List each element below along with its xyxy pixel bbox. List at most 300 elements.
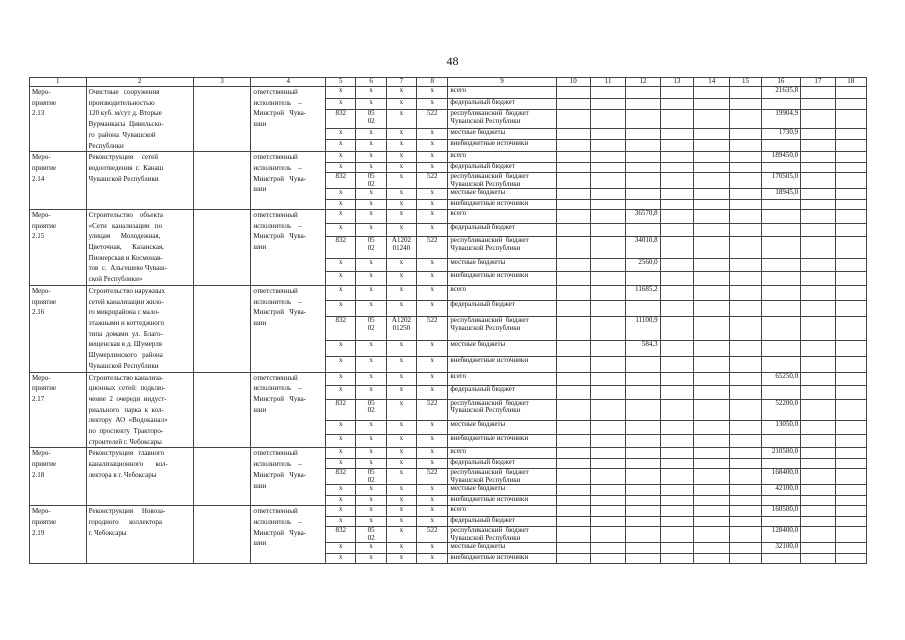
section-code: x — [356, 485, 386, 495]
amount-col-18 — [835, 152, 867, 162]
target-article-code: x — [386, 421, 416, 435]
amount-col-13 — [660, 162, 693, 172]
column-3-cell — [193, 448, 251, 506]
amount-col-11 — [590, 506, 625, 516]
amount-col-11 — [590, 128, 625, 140]
amount-col-13 — [660, 421, 693, 435]
amount-col-15 — [730, 495, 761, 505]
amount-col-13 — [660, 495, 693, 505]
funding-source: всего — [448, 209, 556, 223]
amount-col-13 — [660, 223, 693, 237]
section-code: x — [356, 199, 386, 209]
grbs-code: x — [326, 372, 356, 386]
amount-col-14 — [694, 386, 730, 400]
amount-col-11 — [590, 356, 625, 372]
grbs-code: x — [326, 301, 356, 317]
expense-type-code: x — [417, 258, 448, 272]
amount-col-12 — [626, 495, 660, 505]
amount-col-14 — [694, 356, 730, 372]
grbs-code: x — [326, 543, 356, 553]
amount-col-16 — [761, 272, 800, 286]
measure-executor: ответственный исполнитель – Минстрой Чува- шии — [251, 448, 326, 506]
target-article-code: x — [386, 258, 416, 272]
amount-col-15 — [730, 372, 761, 386]
expense-type-code: x — [417, 162, 448, 172]
amount-col-11 — [590, 386, 625, 400]
expense-type-code: x — [417, 285, 448, 301]
measure-name: Строительство объекта «Сети канализации по улицам Молодежная, Цветочная, Казанская, Пионерская и Космонав- тов с. Альгешево Чуваш- ской Республики» — [86, 209, 193, 285]
amount-col-15 — [730, 199, 761, 209]
amount-col-12 — [626, 399, 660, 420]
expense-type-code: x — [417, 209, 448, 223]
column-number-14: 14 — [694, 78, 730, 87]
amount-col-17 — [801, 199, 835, 209]
amount-col-11 — [590, 495, 625, 505]
section-code: x — [356, 189, 386, 199]
table-body — [30, 87, 867, 564]
grbs-code: 832 — [326, 173, 356, 189]
target-article-code: x — [386, 301, 416, 317]
amount-col-15 — [730, 272, 761, 286]
amount-col-15 — [730, 386, 761, 400]
amount-col-16: 52200,0 — [761, 399, 800, 420]
expense-type-code: x — [417, 87, 448, 99]
funding-source: местные бюджеты — [448, 485, 556, 495]
amount-col-11 — [590, 485, 625, 495]
column-number-9: 9 — [448, 78, 556, 87]
amount-col-10 — [556, 317, 590, 341]
expense-type-code: x — [417, 495, 448, 505]
funding-source: внебюджетные источники — [448, 199, 556, 209]
column-3-cell — [193, 152, 251, 210]
amount-col-14 — [694, 506, 730, 516]
amount-col-13 — [660, 434, 693, 448]
section-code: x — [356, 372, 386, 386]
amount-col-16: 1730,9 — [761, 128, 800, 140]
amount-col-10 — [556, 469, 590, 485]
section-code: x — [356, 285, 386, 301]
column-number-16: 16 — [761, 78, 800, 87]
amount-col-13 — [660, 506, 693, 516]
expense-type-code: x — [417, 372, 448, 386]
amount-col-16: 189450,0 — [761, 152, 800, 162]
amount-col-14 — [694, 526, 730, 542]
amount-col-15 — [730, 98, 761, 110]
amount-col-12: 34010,8 — [626, 237, 660, 258]
amount-col-16 — [761, 516, 800, 526]
amount-col-18 — [835, 128, 867, 140]
amount-col-18 — [835, 506, 867, 516]
amount-col-15 — [730, 421, 761, 435]
grbs-code: x — [326, 272, 356, 286]
grbs-code: x — [326, 421, 356, 435]
amount-col-10 — [556, 495, 590, 505]
amount-col-14 — [694, 317, 730, 341]
section-code: x — [356, 434, 386, 448]
section-code: x — [356, 421, 386, 435]
amount-col-12 — [626, 458, 660, 468]
amount-col-17 — [801, 399, 835, 420]
amount-col-14 — [694, 469, 730, 485]
funding-source: федеральный бюджет — [448, 223, 556, 237]
amount-col-14 — [694, 189, 730, 199]
amount-col-10 — [556, 434, 590, 448]
amount-col-14 — [694, 98, 730, 110]
target-article-code: x — [386, 87, 416, 99]
amount-col-14 — [694, 140, 730, 152]
funding-row — [30, 448, 867, 458]
measure-label: Меро- приятие 2.13 — [30, 87, 87, 152]
measure-label: Меро- приятие 2.14 — [30, 152, 87, 210]
expense-type-code: x — [417, 506, 448, 516]
column-number-3: 3 — [193, 78, 251, 87]
amount-col-13 — [660, 526, 693, 542]
amount-col-10 — [556, 458, 590, 468]
funding-source: республиканский бюджет Чувашской Республики — [448, 526, 556, 542]
target-article-code: x — [386, 469, 416, 485]
amount-col-12 — [626, 199, 660, 209]
amount-col-11 — [590, 372, 625, 386]
program-measures-table — [29, 77, 867, 564]
amount-col-14 — [694, 516, 730, 526]
amount-col-10 — [556, 356, 590, 372]
amount-col-18 — [835, 341, 867, 357]
amount-col-13 — [660, 485, 693, 495]
amount-col-12 — [626, 386, 660, 400]
amount-col-14 — [694, 485, 730, 495]
expense-type-code: x — [417, 553, 448, 563]
funding-source: федеральный бюджет — [448, 301, 556, 317]
expense-type-code: 522 — [417, 399, 448, 420]
amount-col-18 — [835, 485, 867, 495]
amount-col-16: 32100,0 — [761, 543, 800, 553]
amount-col-12 — [626, 434, 660, 448]
amount-col-18 — [835, 237, 867, 258]
section-code: 05 02 — [356, 526, 386, 542]
measure-label: Меро- приятие 2.15 — [30, 209, 87, 285]
amount-col-18 — [835, 372, 867, 386]
amount-col-18 — [835, 399, 867, 420]
amount-col-11 — [590, 399, 625, 420]
amount-col-12 — [626, 372, 660, 386]
amount-col-13 — [660, 152, 693, 162]
amount-col-15 — [730, 301, 761, 317]
amount-col-10 — [556, 386, 590, 400]
column-number-15: 15 — [730, 78, 761, 87]
funding-source: внебюджетные источники — [448, 272, 556, 286]
section-code: x — [356, 448, 386, 458]
amount-col-17 — [801, 317, 835, 341]
target-article-code: x — [386, 209, 416, 223]
column-number-header-row — [30, 78, 867, 87]
section-code: x — [356, 209, 386, 223]
amount-col-18 — [835, 526, 867, 542]
amount-col-14 — [694, 209, 730, 223]
funding-row — [30, 87, 867, 99]
amount-col-15 — [730, 173, 761, 189]
amount-col-17 — [801, 469, 835, 485]
amount-col-14 — [694, 152, 730, 162]
amount-col-10 — [556, 372, 590, 386]
amount-col-14 — [694, 285, 730, 301]
amount-col-15 — [730, 285, 761, 301]
amount-col-12 — [626, 162, 660, 172]
column-number-6: 6 — [356, 78, 386, 87]
section-code: 05 02 — [356, 173, 386, 189]
amount-col-14 — [694, 128, 730, 140]
amount-col-12: 2560,0 — [626, 258, 660, 272]
amount-col-17 — [801, 209, 835, 223]
grbs-code: 832 — [326, 237, 356, 258]
section-code: 05 02 — [356, 469, 386, 485]
amount-col-13 — [660, 448, 693, 458]
amount-col-18 — [835, 317, 867, 341]
amount-col-13 — [660, 258, 693, 272]
column-number-4: 4 — [251, 78, 326, 87]
section-code: x — [356, 458, 386, 468]
amount-col-10 — [556, 272, 590, 286]
amount-col-13 — [660, 272, 693, 286]
amount-col-11 — [590, 526, 625, 542]
grbs-code: x — [326, 458, 356, 468]
funding-source: федеральный бюджет — [448, 516, 556, 526]
expense-type-code: x — [417, 543, 448, 553]
measure-name: Реконструкция сетей водоотведения г. Канаш Чувашской Республики — [86, 152, 193, 210]
amount-col-18 — [835, 516, 867, 526]
amount-col-16 — [761, 458, 800, 468]
grbs-code: x — [326, 209, 356, 223]
section-code: x — [356, 386, 386, 400]
amount-col-16: 18945,0 — [761, 189, 800, 199]
amount-col-16 — [761, 553, 800, 563]
target-article-code: x — [386, 458, 416, 468]
amount-col-13 — [660, 199, 693, 209]
grbs-code: x — [326, 140, 356, 152]
amount-col-16 — [761, 140, 800, 152]
amount-col-10 — [556, 199, 590, 209]
amount-col-17 — [801, 434, 835, 448]
column-3-cell — [193, 87, 251, 152]
column-number-12: 12 — [626, 78, 660, 87]
amount-col-15 — [730, 543, 761, 553]
amount-col-14 — [694, 421, 730, 435]
amount-col-16: 170505,0 — [761, 173, 800, 189]
amount-col-13 — [660, 399, 693, 420]
amount-col-17 — [801, 526, 835, 542]
amount-col-16: 160500,0 — [761, 506, 800, 516]
measure-label: Меро- приятие 2.19 — [30, 506, 87, 564]
grbs-code: x — [326, 506, 356, 516]
grbs-code: x — [326, 485, 356, 495]
amount-col-13 — [660, 553, 693, 563]
section-code: x — [356, 341, 386, 357]
amount-col-16 — [761, 495, 800, 505]
expense-type-code: x — [417, 516, 448, 526]
amount-col-10 — [556, 448, 590, 458]
amount-col-18 — [835, 469, 867, 485]
amount-col-15 — [730, 448, 761, 458]
amount-col-12 — [626, 87, 660, 99]
section-code: 05 02 — [356, 399, 386, 420]
amount-col-13 — [660, 98, 693, 110]
page-number: 48 — [446, 54, 459, 68]
amount-col-18 — [835, 458, 867, 468]
amount-col-16 — [761, 434, 800, 448]
target-article-code: x — [386, 543, 416, 553]
target-article-code: А1202 01250 — [386, 317, 416, 341]
funding-source: местные бюджеты — [448, 189, 556, 199]
target-article-code: x — [386, 341, 416, 357]
amount-col-11 — [590, 301, 625, 317]
amount-col-13 — [660, 110, 693, 128]
funding-source: внебюджетные источники — [448, 553, 556, 563]
amount-col-17 — [801, 448, 835, 458]
grbs-code: 832 — [326, 469, 356, 485]
funding-source: всего — [448, 506, 556, 516]
funding-source: республиканский бюджет Чувашской Республики — [448, 173, 556, 189]
amount-col-18 — [835, 87, 867, 99]
amount-col-17 — [801, 285, 835, 301]
amount-col-11 — [590, 110, 625, 128]
target-article-code: x — [386, 526, 416, 542]
amount-col-13 — [660, 285, 693, 301]
funding-source: внебюджетные источники — [448, 495, 556, 505]
amount-col-10 — [556, 173, 590, 189]
amount-col-14 — [694, 173, 730, 189]
expense-type-code: x — [417, 189, 448, 199]
amount-col-12 — [626, 98, 660, 110]
amount-col-11 — [590, 87, 625, 99]
expense-type-code: x — [417, 448, 448, 458]
amount-col-11 — [590, 341, 625, 357]
expense-type-code: x — [417, 458, 448, 468]
grbs-code: x — [326, 448, 356, 458]
amount-col-13 — [660, 209, 693, 223]
section-code: x — [356, 258, 386, 272]
measure-name: Реконструкция главного канализационного кол- лектора в г. Чебоксары — [86, 448, 193, 506]
amount-col-10 — [556, 553, 590, 563]
amount-col-10 — [556, 209, 590, 223]
amount-col-18 — [835, 421, 867, 435]
amount-col-13 — [660, 140, 693, 152]
amount-col-16: 42100,0 — [761, 485, 800, 495]
expense-type-code: x — [417, 272, 448, 286]
expense-type-code: 522 — [417, 469, 448, 485]
measure-name: Строительство наружных сетей канализации жило- го микрорайона с мало- этажными и коттеджного типа домами ул. Благо- вещенская в д. Шумерля Шумерлинского района Чувашской Республики — [86, 285, 193, 372]
target-article-code: x — [386, 110, 416, 128]
amount-col-15 — [730, 152, 761, 162]
expense-type-code: x — [417, 341, 448, 357]
amount-col-16 — [761, 209, 800, 223]
amount-col-15 — [730, 434, 761, 448]
measure-label: Меро- приятие 2.17 — [30, 372, 87, 448]
amount-col-15 — [730, 209, 761, 223]
amount-col-11 — [590, 162, 625, 172]
expense-type-code: 522 — [417, 237, 448, 258]
target-article-code: x — [386, 272, 416, 286]
amount-col-13 — [660, 372, 693, 386]
amount-col-17 — [801, 272, 835, 286]
amount-col-12: 36570,8 — [626, 209, 660, 223]
amount-col-17 — [801, 110, 835, 128]
amount-col-15 — [730, 140, 761, 152]
funding-source: республиканский бюджет Чувашской Республики — [448, 110, 556, 128]
amount-col-14 — [694, 372, 730, 386]
amount-col-15 — [730, 458, 761, 468]
section-code: x — [356, 128, 386, 140]
amount-col-10 — [556, 285, 590, 301]
expense-type-code: x — [417, 199, 448, 209]
amount-col-17 — [801, 506, 835, 516]
target-article-code: x — [386, 516, 416, 526]
amount-col-10 — [556, 98, 590, 110]
target-article-code: x — [386, 285, 416, 301]
amount-col-14 — [694, 272, 730, 286]
target-article-code: x — [386, 223, 416, 237]
target-article-code: x — [386, 372, 416, 386]
section-code: 05 02 — [356, 317, 386, 341]
amount-col-18 — [835, 434, 867, 448]
amount-col-18 — [835, 189, 867, 199]
section-code: 05 02 — [356, 237, 386, 258]
amount-col-15 — [730, 469, 761, 485]
amount-col-16: 168400,0 — [761, 469, 800, 485]
amount-col-17 — [801, 356, 835, 372]
amount-col-11 — [590, 516, 625, 526]
amount-col-11 — [590, 98, 625, 110]
expense-type-code: x — [417, 485, 448, 495]
amount-col-18 — [835, 386, 867, 400]
column-number-11: 11 — [590, 78, 625, 87]
amount-col-11 — [590, 458, 625, 468]
amount-col-15 — [730, 341, 761, 357]
funding-source: всего — [448, 87, 556, 99]
grbs-code: x — [326, 189, 356, 199]
amount-col-10 — [556, 399, 590, 420]
amount-col-17 — [801, 87, 835, 99]
section-code: x — [356, 272, 386, 286]
amount-col-17 — [801, 140, 835, 152]
funding-source: федеральный бюджет — [448, 162, 556, 172]
measure-name: Очистные сооружения производительностью 120 куб. м/сут д. Вторые Вурманкасы Цивильско- го района Чувашской Республики — [86, 87, 193, 152]
amount-col-17 — [801, 173, 835, 189]
section-code: x — [356, 495, 386, 505]
amount-col-17 — [801, 162, 835, 172]
amount-col-17 — [801, 495, 835, 505]
target-article-code: x — [386, 495, 416, 505]
amount-col-12 — [626, 469, 660, 485]
amount-col-12 — [626, 543, 660, 553]
amount-col-14 — [694, 553, 730, 563]
column-number-17: 17 — [801, 78, 835, 87]
amount-col-16 — [761, 223, 800, 237]
amount-col-18 — [835, 553, 867, 563]
amount-col-12 — [626, 128, 660, 140]
amount-col-12 — [626, 553, 660, 563]
amount-col-16: 19904,9 — [761, 110, 800, 128]
target-article-code: x — [386, 152, 416, 162]
amount-col-11 — [590, 448, 625, 458]
amount-col-15 — [730, 189, 761, 199]
target-article-code: x — [386, 98, 416, 110]
funding-source: федеральный бюджет — [448, 458, 556, 468]
amount-col-14 — [694, 458, 730, 468]
section-code: x — [356, 356, 386, 372]
amount-col-13 — [660, 237, 693, 258]
target-article-code: x — [386, 553, 416, 563]
amount-col-11 — [590, 140, 625, 152]
funding-source: всего — [448, 285, 556, 301]
